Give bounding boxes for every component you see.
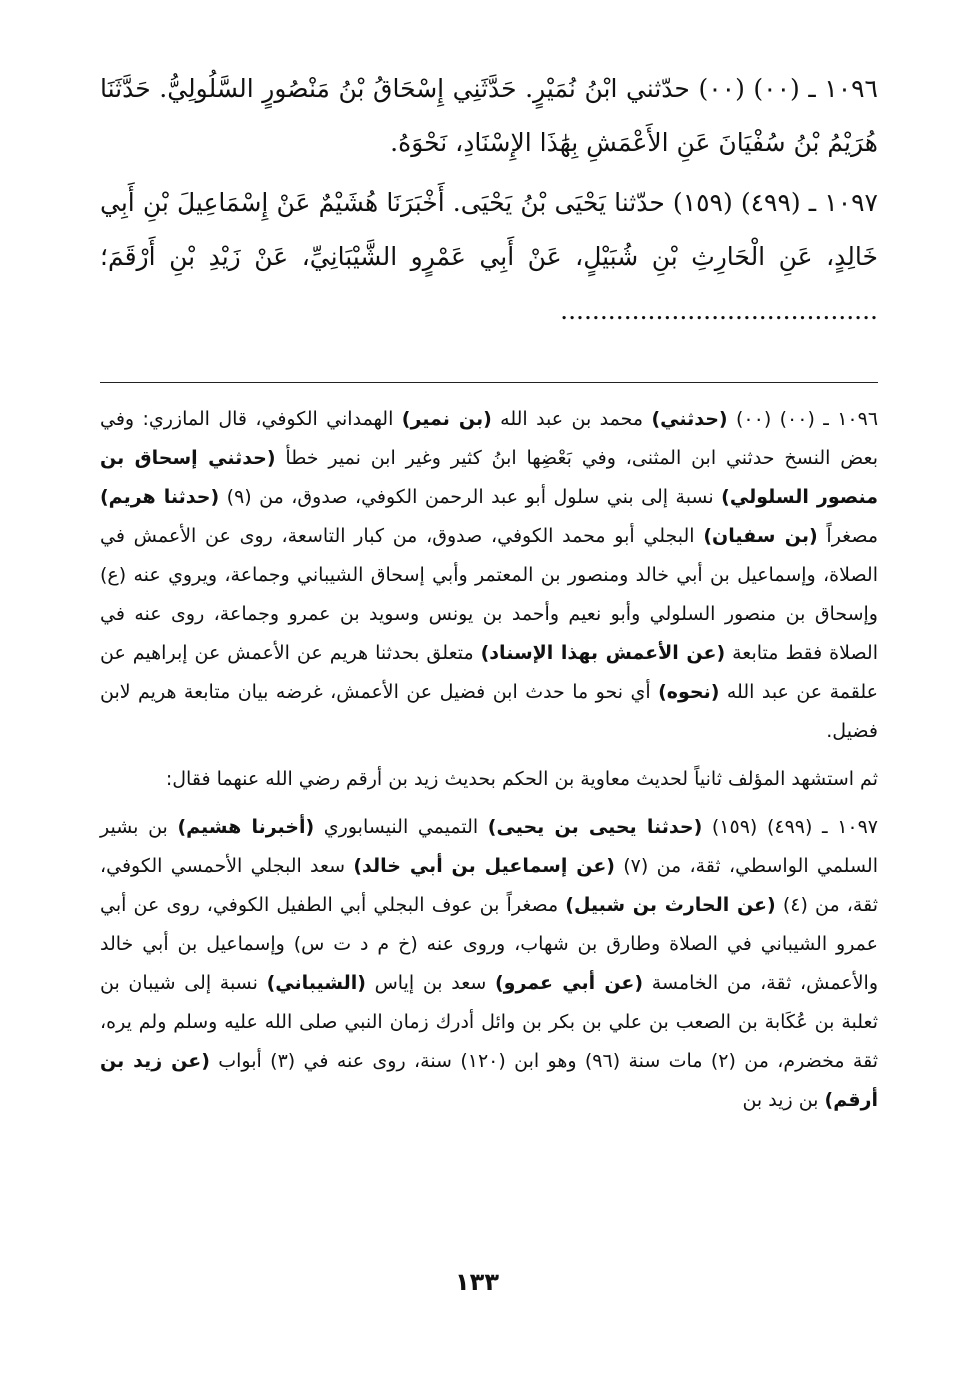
page-number: ١٣٣	[455, 1268, 499, 1296]
note-bold: (حدثني إسحاق بن منصور السلولي)	[100, 447, 879, 508]
note-text: نسبة إلى بني سلول أبو عبد الرحمن الكوفي، صدوق، من (٩)	[219, 486, 722, 508]
note-text: البجلي أبو محمد الكوفي، صدوق، من كبار التاسعة، روى عن الأعمش في الصلاة، وإسماعيل بن أبي خالد ومنصور بن المعتمر وأبي إسحاق الشيباني وجماعة، ويروي عنه (ع) وإسحاق بن منصور السلولي وأبو نعيم وأحمد بن يونس وسويد بن عمرو وجماعة، روى عنه في الصلاة فقط متابعة	[100, 525, 878, 664]
note-bold: (عن الحارث بن شبيل)	[565, 894, 776, 916]
note-bold: (حدثنا يحيى بن يحيى)	[487, 816, 703, 838]
hadith-1097	[100, 176, 878, 338]
note-text: مصغراً	[817, 525, 878, 547]
note-text: أي نحو ما حدث ابن فضيل عن الأعمش، غرضه بيان متابعة هريم لابن فضيل.	[100, 681, 878, 742]
hadith-1096	[100, 62, 878, 170]
note-text: ١٠٩٧ ـ (٤٩٩) (١٥٩)	[702, 816, 879, 838]
commentary-1097	[100, 808, 878, 1120]
note-text: مصغراً بن عوف البجلي أبي الطفيل الكوفي، روى عن أبي عمرو الشيباني في الصلاة وطارق بن شهاب، وروى عنه (خ م د ت س) وإسماعيل بن أبي خالد والأعمش، ثقة، من الخامسة	[100, 894, 879, 994]
commentary-block	[100, 400, 878, 1129]
note-text: الهمداني الكوفي، قال المازري: وفي بعض النسخ حدثني ابن المثنى، وفي بَعْضِها ابنُ كثير وغير ابن نمير خطأ	[100, 408, 878, 469]
note-bold: (عن الأعمش بهذا الإسناد)	[480, 642, 726, 664]
note-bold: (أخبرنا هشيم)	[177, 816, 315, 838]
note-bold: (بن سفيان)	[703, 525, 818, 547]
note-text: سعد بن إياس	[365, 972, 495, 994]
note-text: التميمي النيسابوري	[314, 816, 488, 838]
note-bold: (حدثني)	[651, 408, 728, 430]
hadith-text-block	[100, 62, 878, 344]
note-text: ثم استشهد المؤلف ثانياً لحديث معاوية بن الحكم بحديث زيد بن أرقم رضي الله عنهما فقال:	[165, 768, 878, 790]
note-bold: (حدثنا هريم)	[100, 486, 220, 508]
hadith-1097-continuation-dots: ........................................	[560, 296, 878, 325]
note-text: بن زيد بن	[742, 1089, 825, 1111]
note-text: متعلق بحدثنا هريم عن الأعمش عن إبراهيم عن علقمة عن عبد الله	[100, 642, 878, 703]
note-bold: (نحوه)	[658, 681, 720, 703]
note-bold: (عن إسماعيل بن أبي خالد)	[353, 855, 615, 877]
note-bold: (بن نمير)	[401, 408, 492, 430]
hadith-1096-text: ١٠٩٦ ـ (٠٠) (٠٠) حدّثني ابْنُ نُمَيْرٍ. حَدَّثَنِي إِسْحَاقُ بْنُ مَنْصُورٍ السَّلُولِيُّ. حَدَّثَنَا هُرَيْمُ بْنُ سُفْيَانَ عَنِ الأَعْمَشِ بِهَٰذَا الإِسْنَادِ، نَحْوَهُ.	[100, 74, 878, 157]
note-text: بن بشير السلمي الواسطي، ثقة، من (٧)	[100, 816, 878, 877]
note-text: ١٠٩٦ ـ (٠٠) (٠٠)	[727, 408, 879, 430]
note-bold: (عن زيد بن أرقم)	[100, 1050, 878, 1111]
note-bold: (الشيباني)	[266, 972, 366, 994]
note-bold: (عن أبي عمرو)	[494, 972, 644, 994]
commentary-1096	[100, 400, 878, 751]
hadith-1097-text: ١٠٩٧ ـ (٤٩٩) (١٥٩) حدّثنا يَحْيَى بْنُ يَحْيَى. أَخْبَرَنَا هُشَيْمٌ عَنْ إِسْمَاعِيلَ بْنِ أَبِي خَالِدٍ، عَنِ الْحَارِثِ بْنِ شُبَيْلٍ، عَنْ أَبِي عَمْرٍو الشَّيْبَانِيِّ، عَنْ زَيْدِ بْنِ أَرْقَمَ؛	[100, 188, 878, 271]
footnote-divider	[100, 382, 878, 383]
commentary-transition	[100, 760, 878, 799]
note-text: سعد البجلي الأحمسي الكوفي، ثقة، من (٤)	[100, 855, 878, 916]
note-text: محمد بن عبد الله	[491, 408, 652, 430]
note-text: نسبة إلى شيبان بن ثعلبة بن عُكَابة بن الصعب بن علي بن بكر بن وائل أدرك زمان النبي صلى الله عليه وسلم ولم يره، ثقة مخضرم، من (٢) مات سنة (٩٦) وهو ابن (١٢٠) سنة، روى عنه في (٣) أبواب	[100, 972, 879, 1072]
